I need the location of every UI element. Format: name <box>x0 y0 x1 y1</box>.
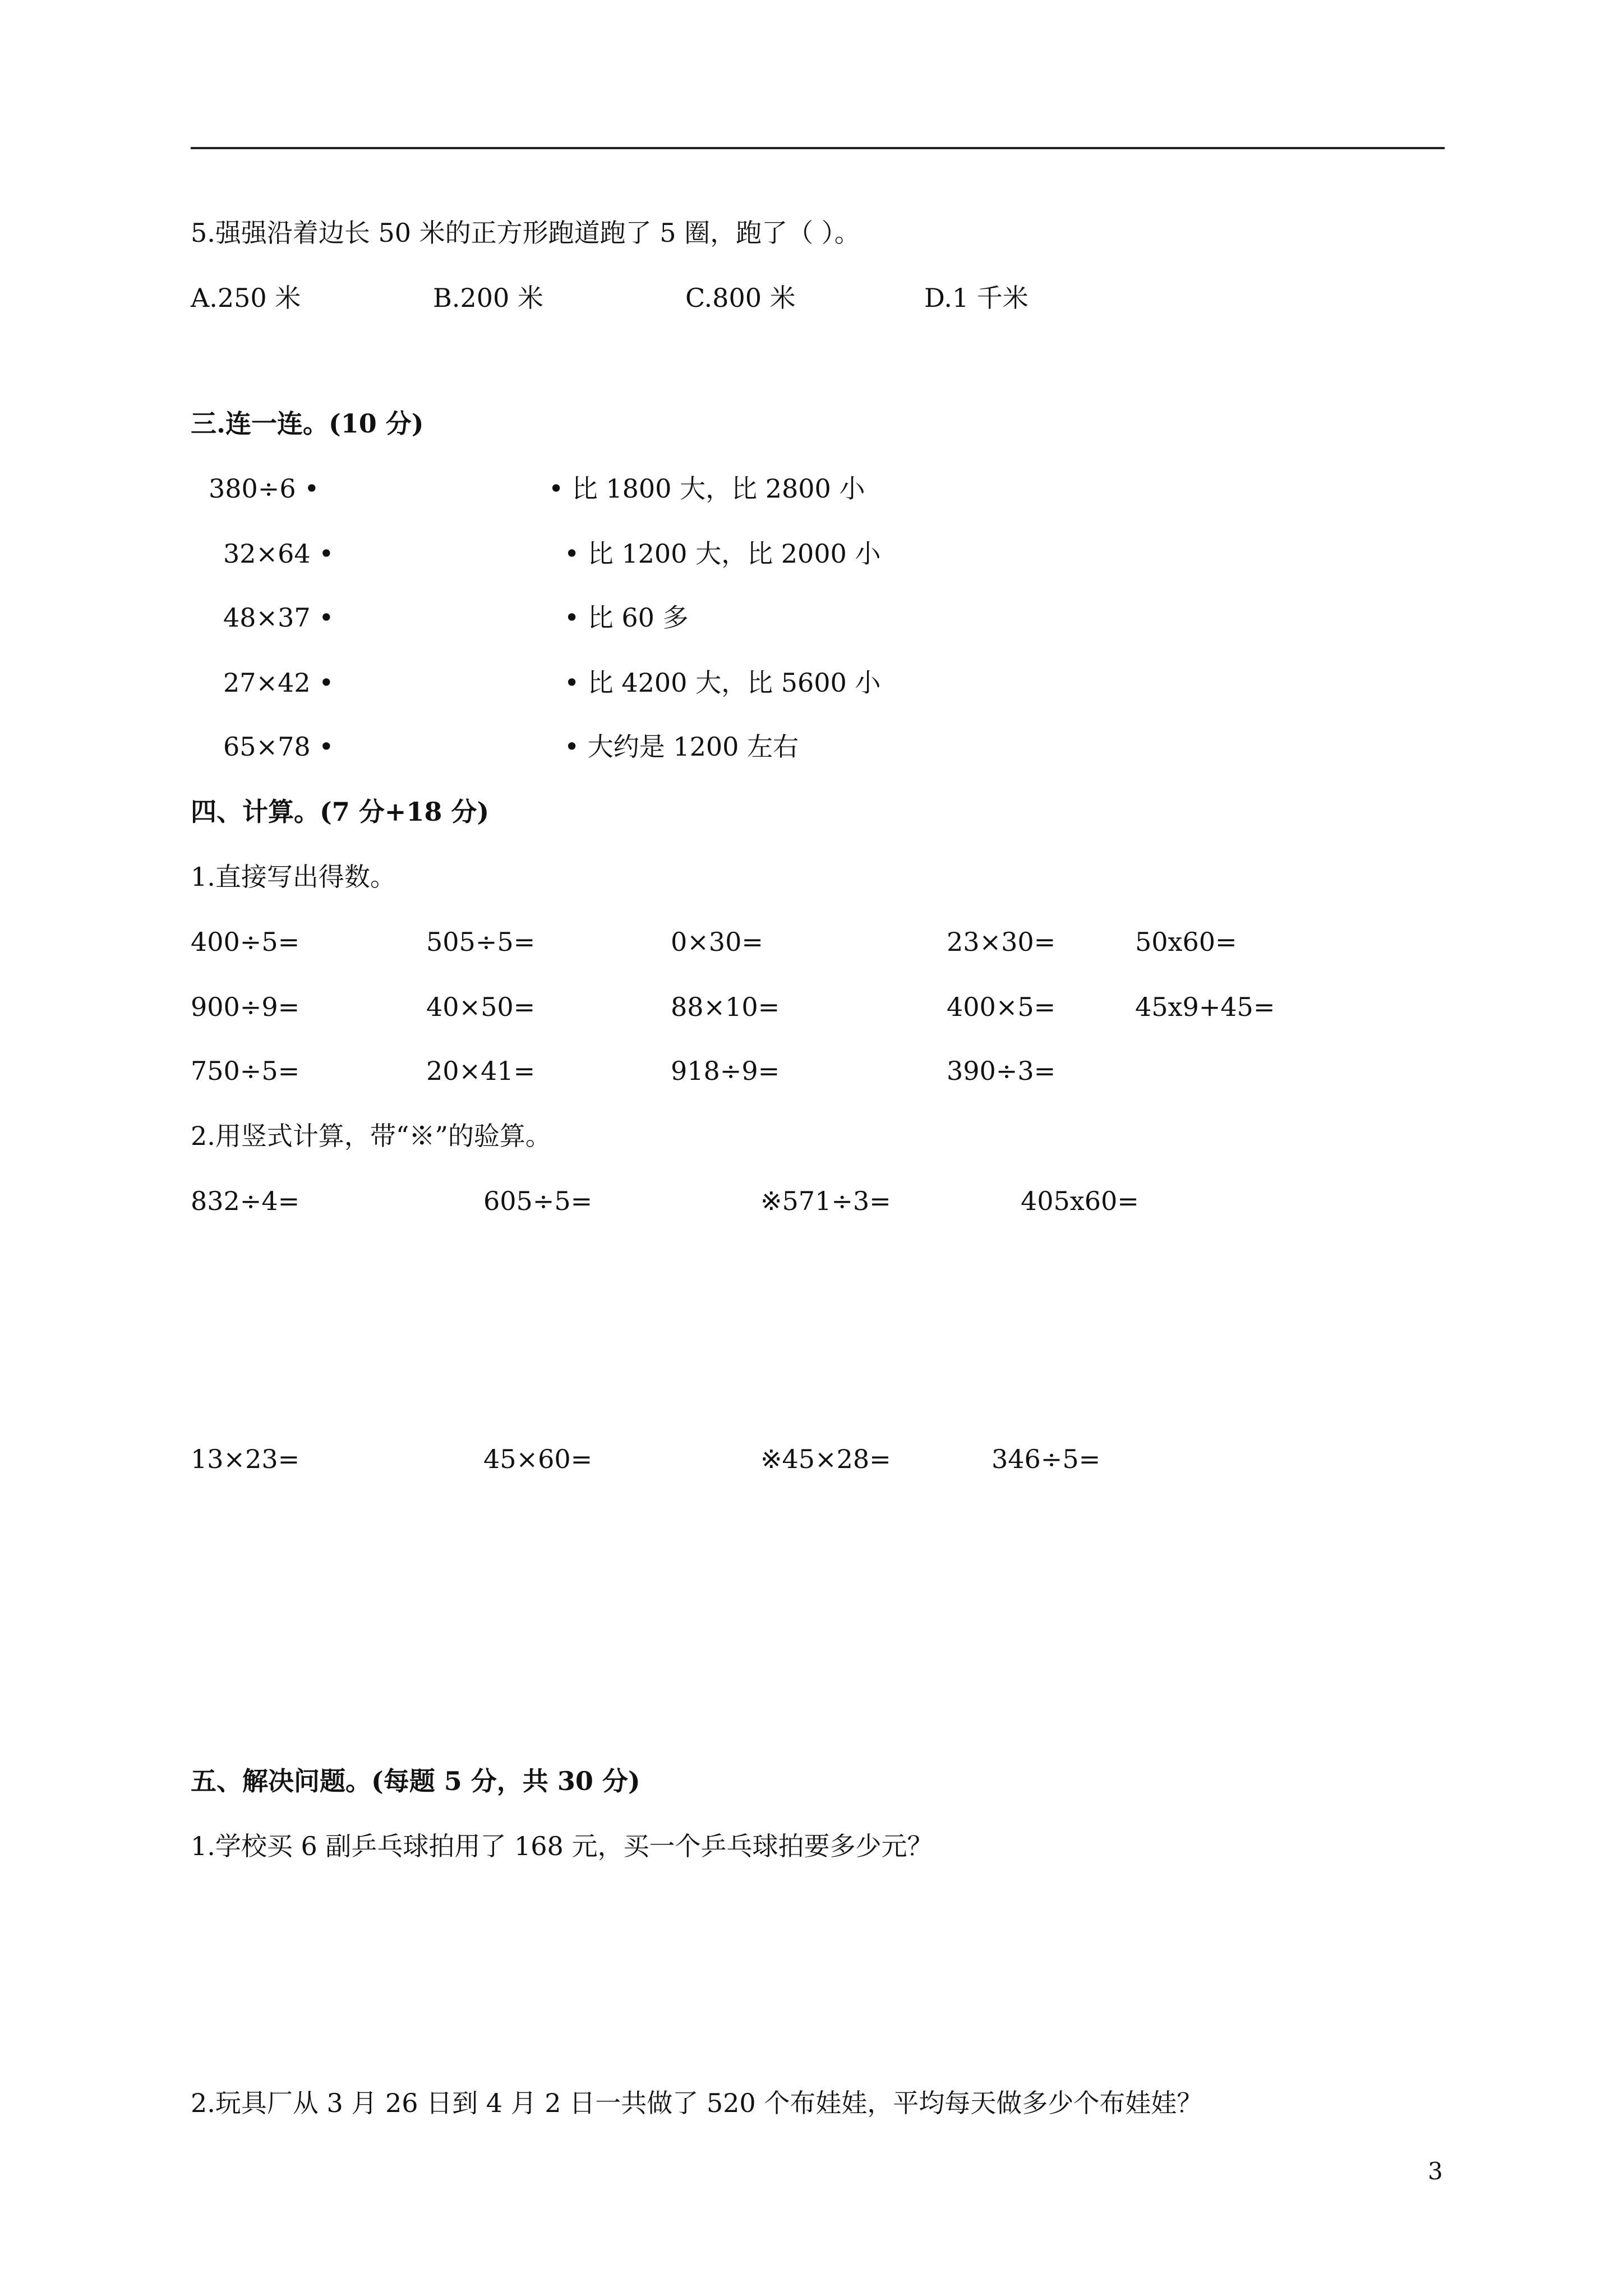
q5-stem: 5.强强沿着边长 50 米的正方形跑道跑了 5 圈，跑了（ ）。 <box>191 218 860 248</box>
vertical-r1-c2: 605÷5= <box>483 1186 593 1216</box>
match-left-5: 65×78 • <box>223 731 334 762</box>
calc-r3-c2: 20×41= <box>426 1056 536 1086</box>
section4-title: 四、计算。(7 分+18 分) <box>191 797 490 827</box>
q5-option-b: B.200 米 <box>433 283 543 313</box>
match-right-5: • 大约是 1200 左右 <box>564 731 799 762</box>
part2-title: 2.用竖式计算，带“※”的验算。 <box>191 1121 551 1151</box>
calc-r2-c4: 400×5= <box>947 992 1056 1022</box>
page-number: 3 <box>1428 2157 1443 2185</box>
calc-r1-c4: 23×30= <box>947 927 1056 957</box>
q5-option-c: C.800 米 <box>685 283 796 313</box>
match-right-4: • 比 4200 大，比 5600 小 <box>564 668 881 698</box>
vertical-r2-c4: 346÷5= <box>992 1444 1101 1474</box>
q5-option-a: A.250 米 <box>191 283 301 313</box>
section5-title: 五、解决问题。(每题 5 分，共 30 分) <box>191 1766 640 1796</box>
calc-r2-c5: 45x9+45= <box>1135 992 1275 1022</box>
calc-r2-c1: 900÷9= <box>191 992 300 1022</box>
calc-r3-c3: 918÷9= <box>671 1056 780 1086</box>
part1-title: 1.直接写出得数。 <box>191 862 396 892</box>
vertical-r2-c3: ※45×28= <box>760 1444 891 1474</box>
match-right-3: • 比 60 多 <box>564 602 689 633</box>
match-left-4: 27×42 • <box>223 668 334 698</box>
calc-r1-c5: 50x60= <box>1135 927 1237 957</box>
section3-title: 三.连一连。(10 分) <box>191 408 424 439</box>
calc-r2-c3: 88×10= <box>671 992 780 1022</box>
calc-r2-c2: 40×50= <box>426 992 536 1022</box>
vertical-r1-c4: 405x60= <box>1021 1186 1139 1216</box>
calc-r1-c1: 400÷5= <box>191 927 300 957</box>
vertical-r1-c3: ※571÷3= <box>760 1186 891 1216</box>
match-left-2: 32×64 • <box>223 539 334 569</box>
q5-option-d: D.1 千米 <box>924 283 1029 313</box>
problem-1: 1.学校买 6 副乒乓球拍用了 168 元，买一个乒乓球拍要多少元？ <box>191 1831 933 1861</box>
match-right-1: • 比 1800 大，比 2800 小 <box>548 473 865 504</box>
vertical-r2-c1: 13×23= <box>191 1444 300 1474</box>
match-left-3: 48×37 • <box>223 602 334 633</box>
calc-r1-c3: 0×30= <box>671 927 763 957</box>
match-right-2: • 比 1200 大，比 2000 小 <box>564 539 881 569</box>
vertical-r2-c2: 45×60= <box>483 1444 593 1474</box>
problem-2: 2.玩具厂从 3 月 26 日到 4 月 2 日一共做了 520 个布娃娃，平均每天做多少个布娃娃？ <box>191 2088 1203 2118</box>
calc-r1-c2: 505÷5= <box>426 927 536 957</box>
calc-r3-c1: 750÷5= <box>191 1056 300 1086</box>
header-rule <box>191 147 1445 149</box>
calc-r3-c4: 390÷3= <box>947 1056 1056 1086</box>
match-left-1: 380÷6 • <box>209 473 320 504</box>
vertical-r1-c1: 832÷4= <box>191 1186 300 1216</box>
